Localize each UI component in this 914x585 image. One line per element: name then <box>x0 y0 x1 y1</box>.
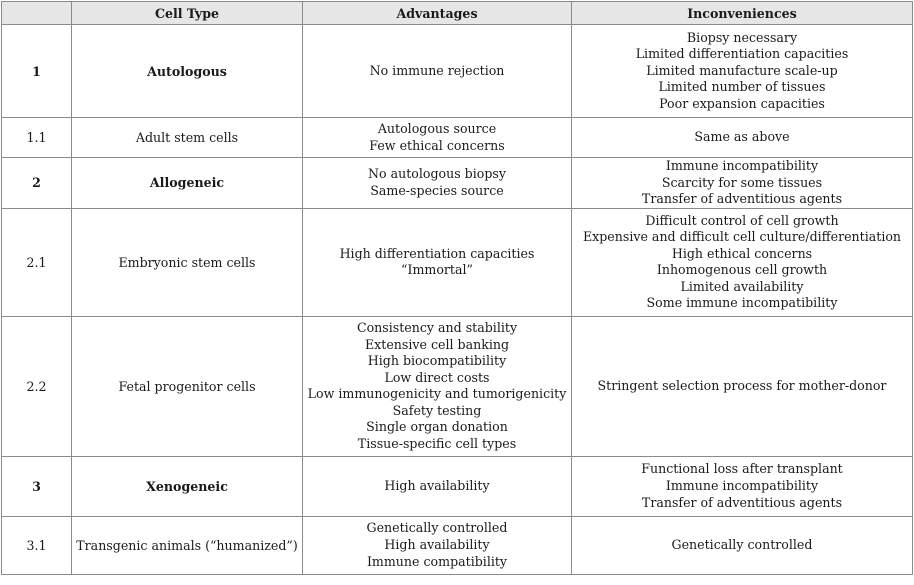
advantage-item: Extensive cell banking <box>364 336 510 352</box>
cell-type: Xenogeneic <box>72 456 303 516</box>
inconveniences-cell <box>572 158 913 209</box>
header-advantages: Advantages <box>303 2 572 25</box>
inconvenience-item: Limited availability <box>680 278 804 294</box>
inconvenience-item: Scarcity for some tissues <box>661 174 823 190</box>
table-row <box>2 456 913 516</box>
inconvenience-item: Transfer of adventitious agents <box>641 494 843 510</box>
table-row <box>2 25 913 118</box>
header-cell-type: Cell Type <box>72 2 303 25</box>
cell-type: Embryonic stem cells <box>72 208 303 316</box>
cell-type: Adult stem cells <box>72 118 303 158</box>
advantage-item: High availability <box>384 536 490 552</box>
inconvenience-item: Functional loss after transplant <box>641 461 843 477</box>
advantages-cell <box>303 208 572 316</box>
table-row <box>2 208 913 316</box>
row-number: 2.1 <box>2 208 72 316</box>
inconvenience-item: Difficult control of cell growth <box>645 212 839 228</box>
advantage-item: High differentiation capacities <box>339 245 535 261</box>
table-row <box>2 516 913 574</box>
advantage-item: Consistency and stability <box>356 319 518 335</box>
advantage-item: High availability <box>384 477 490 493</box>
inconvenience-item: Poor expansion capacities <box>659 95 825 111</box>
advantages-cell <box>303 158 572 209</box>
inconvenience-item: Limited number of tissues <box>658 79 826 95</box>
inconvenience-item: Genetically controlled <box>671 536 813 552</box>
table-row <box>2 158 913 209</box>
advantages-cell <box>303 516 572 574</box>
header-row <box>2 2 913 25</box>
advantage-item: Genetically controlled <box>366 520 508 536</box>
inconvenience-item: Limited differentiation capacities <box>635 46 849 62</box>
advantage-item: Tissue-specific cell types <box>357 436 517 452</box>
advantage-item: Low immunogenicity and tumorigenicity <box>307 386 567 402</box>
table-row <box>2 316 913 456</box>
cell-type: Transgenic animals (“humanized”) <box>72 516 303 574</box>
advantage-item: Few ethical concerns <box>369 137 505 153</box>
header-inconveniences: Inconveniences <box>572 2 913 25</box>
inconvenience-item: Stringent selection process for mother-donor <box>597 377 887 393</box>
row-number: 2 <box>2 158 72 209</box>
advantage-item: Low direct costs <box>384 369 490 385</box>
advantage-item: High biocompatibility <box>367 353 507 369</box>
advantages-cell <box>303 25 572 118</box>
advantage-item: Same-species source <box>370 182 504 198</box>
inconvenience-item: Immune incompatibility <box>665 158 819 173</box>
table-body <box>2 25 913 575</box>
advantage-item: No autologous biopsy <box>367 166 506 182</box>
inconvenience-item: Transfer of adventitious agents <box>641 191 843 207</box>
advantage-item: Immune compatibility <box>366 553 508 569</box>
inconveniences-cell <box>572 316 913 456</box>
cell-type-table <box>1 1 913 575</box>
inconvenience-item: Limited manufacture scale-up <box>646 62 838 78</box>
advantages-cell <box>303 456 572 516</box>
inconvenience-item: Immune incompatibility <box>665 477 819 493</box>
inconvenience-item: High ethical concerns <box>671 245 813 261</box>
inconvenience-item: Expensive and difficult cell culture/differentiation <box>582 229 902 245</box>
inconveniences-cell <box>572 208 913 316</box>
cell-type: Fetal progenitor cells <box>72 316 303 456</box>
row-number: 3.1 <box>2 516 72 574</box>
inconvenience-item: Biopsy necessary <box>686 29 798 45</box>
inconveniences-cell <box>572 25 913 118</box>
inconveniences-cell <box>572 516 913 574</box>
advantage-item: “Immortal” <box>401 262 473 278</box>
inconvenience-item: Same as above <box>694 129 790 145</box>
advantages-cell <box>303 316 572 456</box>
table-row <box>2 118 913 158</box>
advantage-item: No immune rejection <box>369 62 505 78</box>
row-number: 2.2 <box>2 316 72 456</box>
inconveniences-cell <box>572 118 913 158</box>
advantages-cell <box>303 118 572 158</box>
inconveniences-cell <box>572 456 913 516</box>
inconvenience-item: Inhomogenous cell growth <box>656 262 828 278</box>
row-number: 1 <box>2 25 72 118</box>
row-number: 1.1 <box>2 118 72 158</box>
header-number <box>2 2 72 25</box>
cell-type: Allogeneic <box>72 158 303 209</box>
cell-type: Autologous <box>72 25 303 118</box>
advantage-item: Safety testing <box>392 402 482 418</box>
advantage-item: Single organ donation <box>366 419 508 435</box>
row-number: 3 <box>2 456 72 516</box>
inconvenience-item: Some immune incompatibility <box>646 295 838 311</box>
advantage-item: Autologous source <box>377 120 497 136</box>
